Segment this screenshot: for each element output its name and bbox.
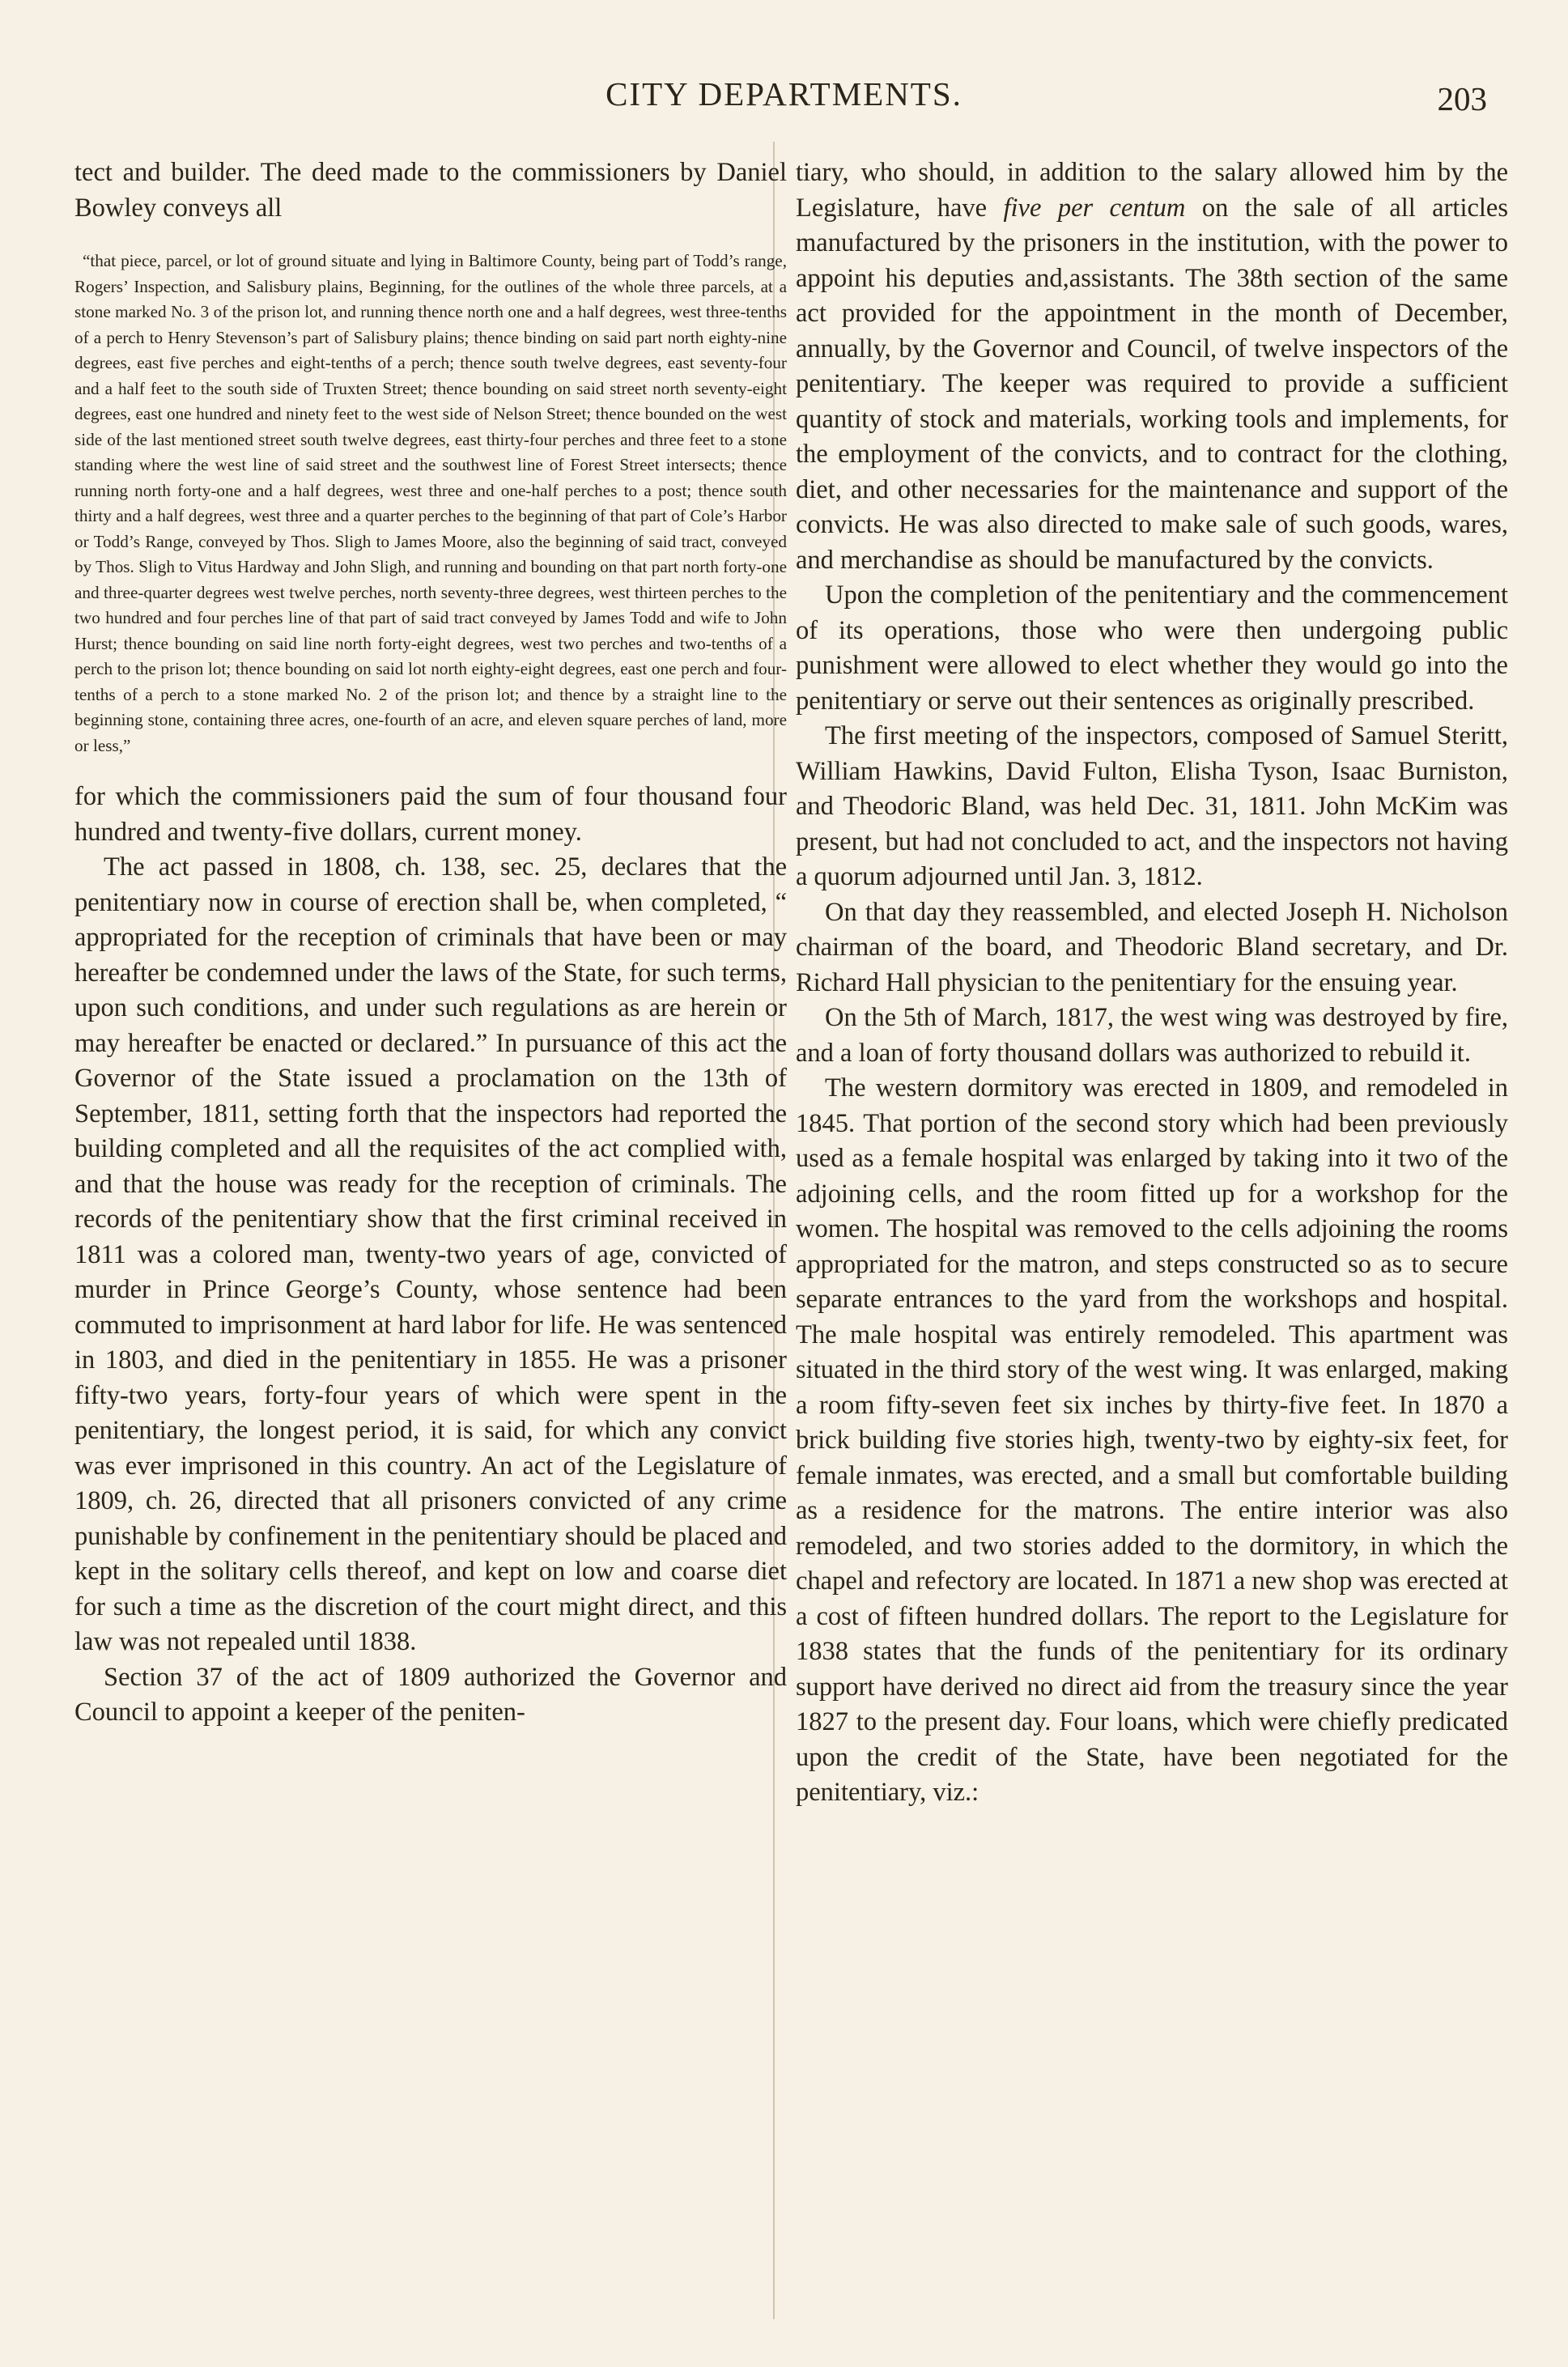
deed-quote: “that piece, parcel, or lot of ground situate and lying in Baltimore County, being part of Todd’s range, Rogers’ Inspection, and Salisbury plains, Beginning, for the outlines of the whole three parcels, at a stone marked No. 3 of the prison lot, and running thence north one and a half degrees, west three-tenths of a perch to Henry Stevenson’s part of Salisbury plains; thence binding on said part north eighty-nine degrees, east five perches and eight-tenths of a perch; thence south twelve degrees, east seventy-four and a half feet to the south side of Truxten Street; thence bounding on said street north seventy-eight degrees, east one hundred and ninety feet to the west side of Nelson Street; thence bounded on the west side of the last mentioned street south twelve degrees, east thirty-four perches and three feet to a stone standing where the west line of said street and the southwest line of Forest Street intersects; thence running north forty-one and a half degrees, west three and one-half perches to a post; thence south thirty and a half degrees, west three and a quarter perches to the beginning of that part of Cole’s Harbor or Todd’s Range, conveyed by Thos. Sligh to James Moore, also the beginning of said tract, conveyed by Thos. Sligh to Vitus Hardway and John Sligh, and running and bounding on that part north forty-one and three-quarter degrees west twelve perches, north seventy-three degrees, west thirteen perches to the two hundred and four perches line of that part of said tract conveyed by James Todd and wife to John Hurst; thence bounding on said line north forty-eight degrees, west two perches and two-tenths of a perch to the prison lot; thence bounding on said lot north eighty-eight degrees, east one perch and four-tenths of a perch to a stone marked No. 2 of the prison lot; and thence by a straight line to the beginning stone, containing three acres, one-fourth of an acre, and eleven square perches of land, more or less,” — [74, 251, 787, 755]
running-title: CITY DEPARTMENTS. — [606, 75, 962, 113]
page-number: 203 — [1437, 80, 1487, 117]
paragraph-section-37: Section 37 of the act of 1809 authorized the Governor and Council to appoint a keeper of the peniten- — [74, 1662, 787, 1727]
paragraph-sum: for which the commissioners paid the sum of four thousand four hundred and twenty-five dollars, current money. — [74, 782, 787, 847]
paragraph-first-meeting: The first meeting of the inspectors, composed of Samuel Steritt, William Hawkins, David Fulton, Elisha Tyson, Isaac Burniston, and Theodoric Bland, was held Dec. 31, 1811. John McKim was present, but had not concluded to act, and the inspectors not having a quorum adjourned until Jan. 3, 1812. — [796, 721, 1508, 891]
paragraph-intro: tect and builder. The deed made to the commissioners by Daniel Bowley conveys all — [74, 158, 787, 223]
continuation-text-b: on the sale of all articles manufactured by the prisoners in the institution, with the power to appoint his deputies and,assistants. The 38th section of the same act provided for the appointment in the month of December, annually, by the Governor and Council, of twelve inspectors of the penitentiary. The keeper was required to provide a sufficient quantity of stock and materials, working tools and implements, for the employment of the convicts, and to contract for the clothing, diet, and other necessaries for the maintenance and support of the convicts. He was also directed to make sale of such goods, wares, and merchandise as should be manufactured by the convicts. — [796, 193, 1509, 575]
paragraph-act-1808: The act passed in 1808, ch. 138, sec. 25, declares that the penitentiary now in course of erection shall be, when completed, “ appropriated for the reception of criminals that have been or may hereafter be condemned under the laws of the State, for such terms, upon such conditions, and under such regulations as are herein or may hereafter be enacted or declared.” In pursuance of this act the Governor of the State issued a proclamation on the 13th of September, 1811, setting forth that the inspectors had reported the building completed and all the requisites of the act complied with, and that the house was ready for the reception of criminals. The records of the penitentiary show that the first criminal received in 1811 was a colored man, twenty-two years of age, convicted of murder in Prince George’s County, whose sentence had been commuted to imprisonment at hard labor for life. He was sentenced in 1803, and died in the penitentiary in 1855. He was a prisoner fifty-two years, forty-four years of which were spent in the penitentiary, the longest period, it is said, for which any convict was ever imprisoned in this country. An act of the Legislature of 1809, ch. 26, directed that all prisoners convicted of any crime punishable by confinement in the penitentiary should be placed and kept in the solitary cells thereof, and kept on low and coarse diet for such a time as the discretion of the court might direct, and this law was not repealed until 1838. — [74, 852, 787, 1656]
paragraph-reassembled: On that day they reassembled, and elected Joseph H. Nicholson chairman of the board, and Theodoric Bland secretary, and Dr. Richard Hall physician to the penitentiary for the ensuing year. — [796, 897, 1508, 997]
continuation-italic: five per centum — [1003, 193, 1186, 223]
paragraph-dormitory: The western dormitory was erected in 1809, and remodeled in 1845. That portion of the second story which had been previously used as a female hospital was enlarged by taking into it two of the adjoining cells, and the room fitted up for a workshop for the women. The hospital was removed to the cells adjoining the rooms appropriated for the matron, and steps constructed so as to secure separate entrances to the yard from the workshops and hospital. The male hospital was entirely remodeled. This apartment was situated in the third story of the west wing. It was enlarged, making a room fifty-seven feet six inches by thirty-five feet. In 1870 a brick building five stories high, twenty-two by eighty-six feet, for female inmates, was erected, and a small but comfortable building as a residence for the matrons. The entire interior was also remodeled, and two stories added to the dormitory, in which the chapel and refectory are located. In 1871 a new shop was erected at a cost of fifteen hundred dollars. The report to the Legislature for 1838 states that the funds of the penitentiary for its ordinary support have derived no direct aid from the treasury since the year 1827 to the present day. Four loans, which were chiefly predicated upon the credit of the State, have been negotiated for the penitentiary, viz.: — [796, 1073, 1508, 1807]
paragraph-continuation — [796, 155, 1508, 578]
page-header — [0, 74, 1568, 123]
continuation-text-a: tiary, who should, in addition to the salary allowed him by the Legislature, have — [796, 158, 1508, 223]
right-column — [796, 155, 1508, 1811]
paragraph-fire: On the 5th of March, 1817, the west wing was destroyed by fire, and a loan of forty thousand dollars was authorized to rebuild it. — [796, 1003, 1508, 1068]
paragraph-completion: Upon the completion of the penitentiary and the commencement of its operations, those who were then undergoing public punishment were allowed to elect whether they would go into the penitentiary or serve out their sentences as originally prescribed. — [796, 580, 1508, 716]
left-column — [74, 155, 787, 1731]
